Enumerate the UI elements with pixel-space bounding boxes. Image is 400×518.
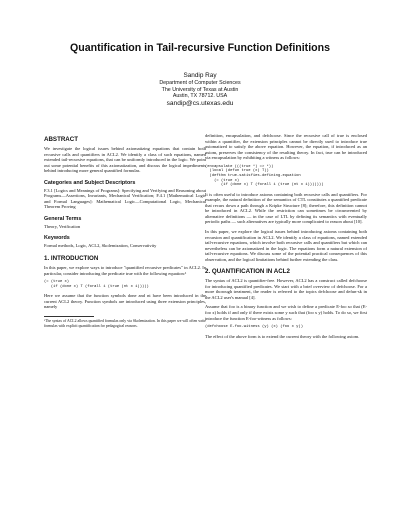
body-paragraph: definition, encapsulation, and defchoose. Since the recursive call of true is enclosed within a quantifier, the extension principles cannot be directly used to introduce true axiomatized to satisfy the above equation. However, the equation, if introduced as an axiom, preserves the consistency of the resulting theory. In fact, true can be introduced via encapsulation by exhibiting a witness as follows:: [205, 133, 367, 161]
body-paragraph: The effect of the above form is to extend the current theory with the following axiom.: [205, 333, 360, 339]
body-paragraph: The syntax of ACL2 is quantifier-free. However, ACL2 has a construct called defchoose for introducing quantified predicates. We start with a brief overview of defchoose. For a more thorough treatment, the reader is referred to the topics defchoose and defun-sk in the ACL2 user's manual [4].: [205, 278, 367, 300]
body-paragraph: Assume that foo is a binary function and we wish to define a predicate E-foo so that (E-foo x) holds if and only if there exists some y such that (foo x y) holds. To do so, we first introduce the function E-foo-witness as follows:: [205, 304, 367, 321]
categories-heading: Categories and Subject Descriptors: [44, 179, 136, 186]
footnote: ¹The syntax of ACL2 allows quantified formulas only via Skolemization. In this paper we will often write formulas with explicit quantification for pedagogical reasons.: [44, 318, 206, 328]
introduction-heading: 1. INTRODUCTION: [44, 255, 99, 263]
keywords-text: Formal methods, Logic, ACL2, Skolemization, Conservativity: [44, 243, 157, 249]
introduction-paragraph: In this paper, we explore ways to introduce "quantified recursive predicates" in ACL2. In particular, consider introducing the predicate true with the following equation:¹: [44, 265, 206, 276]
abstract-heading: ABSTRACT: [44, 136, 79, 143]
footnote-divider: [44, 316, 94, 317]
categories-text: F.3.1 [Logics and Meanings of Programs]: Specifying and Verifying and Reasoning about Programs—Assertions, Invariants, Mechanical Verification; F.4.1 [Mathematical Logic and Formal Languages]: Mathematical Logic—Computational Logic, Mechanical Theorem Proving: [44, 187, 206, 210]
right-column: [205, 133, 367, 343]
author-email: sandip@cs.utexas.edu: [166, 99, 234, 107]
author-name: Sandip Ray: [183, 72, 217, 79]
body-paragraph: It is often useful to introduce axioms containing both recursive calls and quantifiers. For example, the natural definition of the semantics of CTL constitutes a quantified predicate that recurs down a path through a Kripke Structure [8]; therefore, this definition cannot be introduced in ACL2. While the restriction can sometimes be circumvented by alternative definitions — in the case of LTL by defining its semantics with eventually periodic paths — such alternatives are typically more complicated to reason about [10].: [205, 191, 367, 225]
section-2-heading: 2. QUANTIFICATION IN ACL2: [205, 268, 290, 276]
author-affiliation-line: Austin, TX 78712. USA: [172, 93, 228, 100]
general-terms-heading: General Terms: [44, 215, 82, 222]
body-paragraph: In this paper, we explore the logical issues behind introducing axioms containing both recursion and quantification in ACL2. We identify a class of equations, named extended tail-recursive equations, which involve both recursive calls and quantifiers but which can nevertheless can be axiomatized in the logic. The equations form a natural extension of tail-recursive equations. We discuss some of the potential practical consequences of this observation, and the logical limitations behind further extending the class.: [205, 228, 367, 262]
code-block: (= (true x) (if (done x) T (forall i (true (nt x i))))): [44, 280, 149, 289]
code-block: (encapsulate (((true *) => *)) (local (defun true (x) T)) (defthm true-satisfies-defining-equation (= (true x) (if (done x) T (forall i (true (nt x i))))))): [205, 164, 324, 188]
author-block: [0, 72, 400, 107]
general-terms-text: Theory, Verification: [44, 223, 81, 229]
code-block: (defchoose E-foo-witness (y) (x) (foo x y)): [205, 325, 303, 330]
keywords-heading: Keywords: [44, 235, 70, 242]
abstract-text: We investigate the logical issues behind axiomatizing equations that contain both recursive calls and quantifiers in ACL2. We identify a class of such equations, named extended tail-recursive equations, that can be uniformly introduced in the logic. We point out some potential benefits of this axiomatization, and discuss the logical impediments behind introducing more general quantified formulas.: [44, 146, 206, 174]
paper-title: Quantification in Tail-recursive Function Definitions: [70, 42, 330, 54]
left-column: [44, 136, 206, 332]
introduction-paragraph: Here we assume that the function symbols done and nt have been introduced in the current ACL2 theory. Function symbols are introduced using three extension principles, namely: [44, 293, 206, 310]
author-affiliation-line: The University of Texas at Austin: [161, 86, 239, 93]
author-affiliation-line: Department of Computer Sciences: [159, 80, 241, 86]
